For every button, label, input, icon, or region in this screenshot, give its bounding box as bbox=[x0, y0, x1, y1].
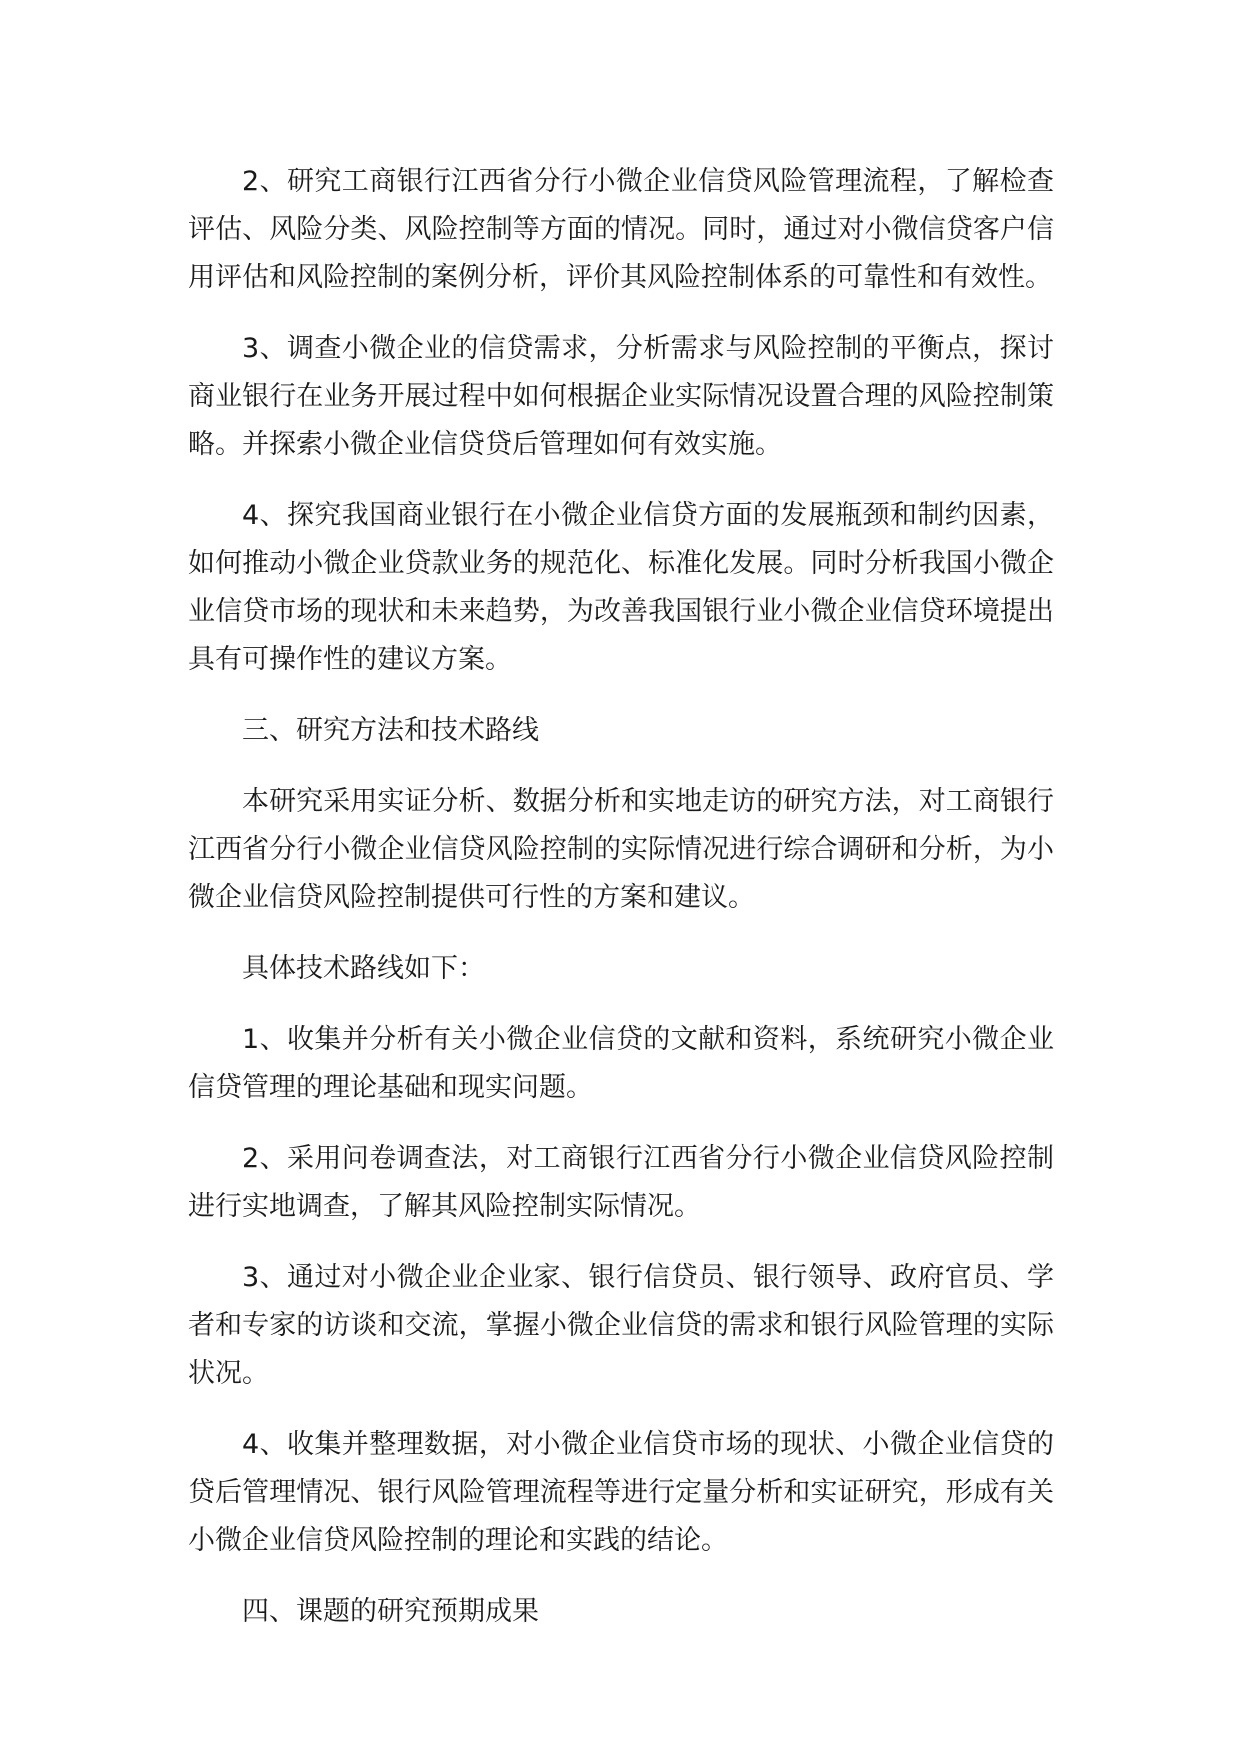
paragraph-demand-survey: 3、调查小微企业的信贷需求，分析需求与风险控制的平衡点，探讨商业银行在业务开展过程中如何根据企业实际情况设置合理的风险控制策略。并探索小微企业信贷贷后管理如何有效实施。 bbox=[188, 333, 1054, 460]
paragraph-methods-intro: 本研究采用实证分析、数据分析和实地走访的研究方法，对工商银行江西省分行小微企业信贷风险控制的实际情况进行综合调研和分析，为小微企业信贷风险控制提供可行性的方案和建议。 bbox=[188, 786, 1054, 913]
paragraph-bottleneck: 4、探究我国商业银行在小微企业信贷方面的发展瓶颈和制约因素，如何推动小微企业贷款业务的规范化、标准化发展。同时分析我国小微企业信贷市场的现状和未来趋势，为改善我国银行业小微企业信贷环境提出具有可操作性的建议方案。 bbox=[188, 500, 1054, 675]
paragraph-route-intro: 具体技术路线如下： bbox=[242, 953, 485, 984]
paragraph-route-step-4: 4、收集并整理数据，对小微企业信贷市场的现状、小微企业信贷的贷后管理情况、银行风险管理流程等进行定量分析和实证研究，形成有关小微企业信贷风险控制的理论和实践的结论。 bbox=[188, 1429, 1054, 1556]
paragraph-research-process: 2、研究工商银行江西省分行小微企业信贷风险管理流程，了解检查评估、风险分类、风险控制等方面的情况。同时，通过对小微信贷客户信用评估和风险控制的案例分析，评价其风险控制体系的可靠性和有效性。 bbox=[188, 166, 1054, 293]
paragraph-route-step-3: 3、通过对小微企业企业家、银行信贷员、银行领导、政府官员、学者和专家的访谈和交流，掌握小微企业信贷的需求和银行风险管理的实际状况。 bbox=[188, 1262, 1054, 1389]
section-heading-outcomes: 四、课题的研究预期成果 bbox=[242, 1596, 539, 1627]
section-heading-methods: 三、研究方法和技术路线 bbox=[242, 715, 539, 746]
paragraph-route-step-1: 1、收集并分析有关小微企业信贷的文献和资料，系统研究小微企业信贷管理的理论基础和现实问题。 bbox=[188, 1024, 1054, 1103]
document-body bbox=[188, 158, 1054, 1659]
paragraph-route-step-2: 2、采用问卷调查法，对工商银行江西省分行小微企业信贷风险控制进行实地调查，了解其风险控制实际情况。 bbox=[188, 1143, 1054, 1222]
